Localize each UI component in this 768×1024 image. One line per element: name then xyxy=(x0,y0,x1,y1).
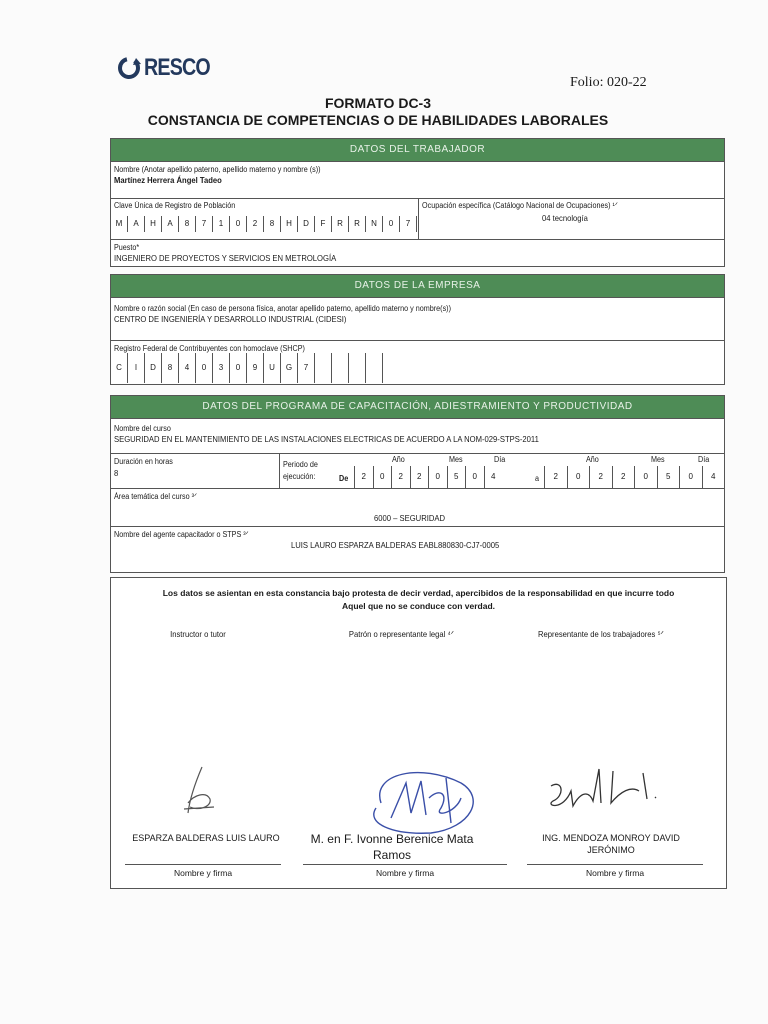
worker-curp-row xyxy=(111,199,724,240)
curp-label: Clave Única de Registro de Población xyxy=(114,201,236,210)
agent-row xyxy=(111,527,724,573)
employer-name: M. en F. Ivonne Berenice Mata Ramos xyxy=(310,832,474,862)
area-label: Área temática del curso ³ᐟ xyxy=(114,492,198,501)
curp-char-box: F xyxy=(315,216,332,232)
occupation-value: 04 tecnología xyxy=(542,213,588,223)
start-date-digit: 0 xyxy=(465,466,484,488)
company-section-header: DATOS DE LA EMPRESA xyxy=(111,275,724,298)
company-rfc-row xyxy=(111,341,724,385)
role-workers-rep: Representante de los trabajadores ⁵ᐟ xyxy=(537,629,664,639)
logo-text: RESCO xyxy=(144,54,210,81)
position-value: INGENIERO DE PROYECTOS Y SERVICIOS EN METROLOGÍA xyxy=(114,253,337,263)
form-subtitle: CONSTANCIA DE COMPETENCIAS O DE HABILIDADES LABORALES xyxy=(147,112,609,128)
role-instructor: Instructor o tutor xyxy=(170,629,226,639)
start-date-digit: 0 xyxy=(428,466,447,488)
worker-name-value: Martínez Herrera Ángel Tadeo xyxy=(114,175,222,185)
rfc-char-box xyxy=(332,353,349,383)
period-label-2: ejecución: xyxy=(283,472,316,481)
agent-value: LUIS LAURO ESPARZA BALDERAS EABL880830-CJ7-0005 xyxy=(291,540,500,550)
curp-char-box: 0 xyxy=(230,216,247,232)
start-date-digit: 4 xyxy=(484,466,503,488)
curp-char-box: 8 xyxy=(179,216,196,232)
end-date-digit: 4 xyxy=(702,466,725,488)
position-label: Puesto* xyxy=(114,243,140,252)
curp-char-box: 2 xyxy=(247,216,264,232)
resco-logo xyxy=(116,54,224,82)
start-date-boxes xyxy=(354,466,502,488)
area-row xyxy=(111,489,724,527)
rfc-char-box: D xyxy=(145,353,162,383)
instructor-signature-line xyxy=(125,864,281,865)
rfc-char-box: 4 xyxy=(179,353,196,383)
course-label: Nombre del curso xyxy=(114,424,171,433)
curp-char-box: 0 xyxy=(383,216,400,232)
agent-label: Nombre del agente capacitador o STPS ³ᐟ xyxy=(114,530,249,539)
instructor-footer-label: Nombre y firma xyxy=(173,868,233,878)
start-date-digit: 2 xyxy=(391,466,410,488)
rfc-char-box xyxy=(349,353,366,383)
course-row xyxy=(111,419,724,454)
worker-name-label: Nombre (Anotar apellido paterno, apellido materno y nombre (s)) xyxy=(114,165,321,174)
curp-char-box: N xyxy=(366,216,383,232)
instructor-name: ESPARZA BALDERAS LUIS LAURO xyxy=(132,833,280,843)
to-label: a xyxy=(535,474,540,483)
end-date-digit: 0 xyxy=(679,466,702,488)
company-name-value: CENTRO DE INGENIERÍA Y DESARROLLO INDUSTRIAL (CIDESI) xyxy=(114,314,347,324)
worker-section xyxy=(110,138,725,267)
recycle-logo-icon xyxy=(116,55,142,81)
worker-section-header: DATOS DEL TRABAJADOR xyxy=(111,139,724,162)
instructor-signature-image xyxy=(176,763,226,818)
rfc-label: Registro Federal de Contribuyentes con homoclave (SHCP) xyxy=(114,344,305,353)
employer-signature-line xyxy=(303,864,507,865)
rfc-char-box: I xyxy=(128,353,145,383)
company-name-label: Nombre o razón social (En caso de persona física, anotar apellido paterno, apellido materno y nombre(s)) xyxy=(114,304,451,313)
end-year-label: Año xyxy=(586,455,599,464)
curp-char-box: A xyxy=(162,216,179,232)
end-date-digit: 2 xyxy=(612,466,635,488)
company-name-row xyxy=(111,298,724,341)
worker-position-row xyxy=(111,240,724,267)
declaration-line-1: Los datos se asientan en esta constancia bajo protesta de decir verdad, apercibidos de la responsabilidad en que incurre todo xyxy=(162,588,675,598)
rfc-char-box: U xyxy=(264,353,281,383)
rfc-char-box xyxy=(315,353,332,383)
curp-char-box: 1 xyxy=(213,216,230,232)
worker-name-row xyxy=(111,162,724,199)
curp-char-box: H xyxy=(281,216,298,232)
curp-cell xyxy=(111,199,419,239)
curp-char-box: 7 xyxy=(196,216,213,232)
curp-char-box: H xyxy=(145,216,162,232)
form-title: FORMATO DC-3 xyxy=(324,95,432,111)
curp-char-box: 7 xyxy=(400,216,417,232)
start-date-digit: 2 xyxy=(410,466,429,488)
end-date-digit: 0 xyxy=(567,466,590,488)
company-section xyxy=(110,274,725,385)
rfc-char-box: G xyxy=(281,353,298,383)
curp-char-box: R xyxy=(332,216,349,232)
declaration-line-2: Aquel que no se conduce con verdad. xyxy=(341,601,496,611)
occupation-label: Ocupación específica (Catálogo Nacional de Ocupaciones) ¹ᐟ xyxy=(422,201,618,210)
end-date-digit: 0 xyxy=(634,466,657,488)
end-date-digit: 2 xyxy=(544,466,567,488)
curp-char-box: R xyxy=(349,216,366,232)
program-section xyxy=(110,395,725,573)
end-date-digit: 5 xyxy=(657,466,680,488)
hours-value: 8 xyxy=(114,468,119,478)
end-month-label: Mes xyxy=(651,455,665,464)
rfc-char-box: 7 xyxy=(298,353,315,383)
rfc-char-box: 0 xyxy=(230,353,247,383)
curp-boxes xyxy=(111,216,417,232)
rfc-char-box: C xyxy=(111,353,128,383)
course-value: SEGURIDAD EN EL MANTENIMIENTO DE LAS INSTALACIONES ELECTRICAS DE ACUERDO A LA NOM-029-STPS-2011 xyxy=(114,434,539,444)
folio-number: Folio: 020-22 xyxy=(570,75,647,90)
start-year-label: Año xyxy=(392,455,405,464)
hours-cell xyxy=(111,454,280,488)
start-date-digit: 2 xyxy=(354,466,373,488)
employer-signature-image xyxy=(361,763,491,838)
workers-rep-signature-image xyxy=(543,761,663,821)
workers-rep-name: ING. MENDOZA MONROY DAVID JERÓNIMO xyxy=(542,833,680,855)
area-value: 6000 – SEGURIDAD xyxy=(374,513,446,523)
curp-char-box: 8 xyxy=(264,216,281,232)
workers-rep-signature-line xyxy=(527,864,703,865)
start-month-label: Mes xyxy=(449,455,463,464)
from-label: De xyxy=(339,474,349,483)
rfc-char-box: 3 xyxy=(213,353,230,383)
end-date-boxes xyxy=(544,466,724,488)
rfc-char-box: 9 xyxy=(247,353,264,383)
workers-rep-footer-label: Nombre y firma xyxy=(585,868,645,878)
role-employer: Patrón o representante legal ⁴ᐟ xyxy=(348,629,455,639)
start-day-label: Día xyxy=(494,455,506,464)
signatures-section xyxy=(110,577,727,889)
rfc-char-box: 8 xyxy=(162,353,179,383)
employer-footer-label: Nombre y firma xyxy=(375,868,435,878)
program-section-header: DATOS DEL PROGRAMA DE CAPACITACIÓN, ADIESTRAMIENTO Y PRODUCTIVIDAD xyxy=(111,396,724,419)
curp-char-box: M xyxy=(111,216,128,232)
period-label-1: Periodo de xyxy=(283,460,318,469)
start-date-digit: 0 xyxy=(373,466,392,488)
duration-row xyxy=(111,454,724,489)
end-date-digit: 2 xyxy=(589,466,612,488)
start-date-digit: 5 xyxy=(447,466,466,488)
end-day-label: Día xyxy=(698,455,710,464)
hours-label: Duración en horas xyxy=(114,457,173,466)
curp-char-box: D xyxy=(298,216,315,232)
curp-char-box: A xyxy=(128,216,145,232)
rfc-char-box: 0 xyxy=(196,353,213,383)
rfc-char-box xyxy=(366,353,383,383)
rfc-boxes xyxy=(111,353,383,373)
